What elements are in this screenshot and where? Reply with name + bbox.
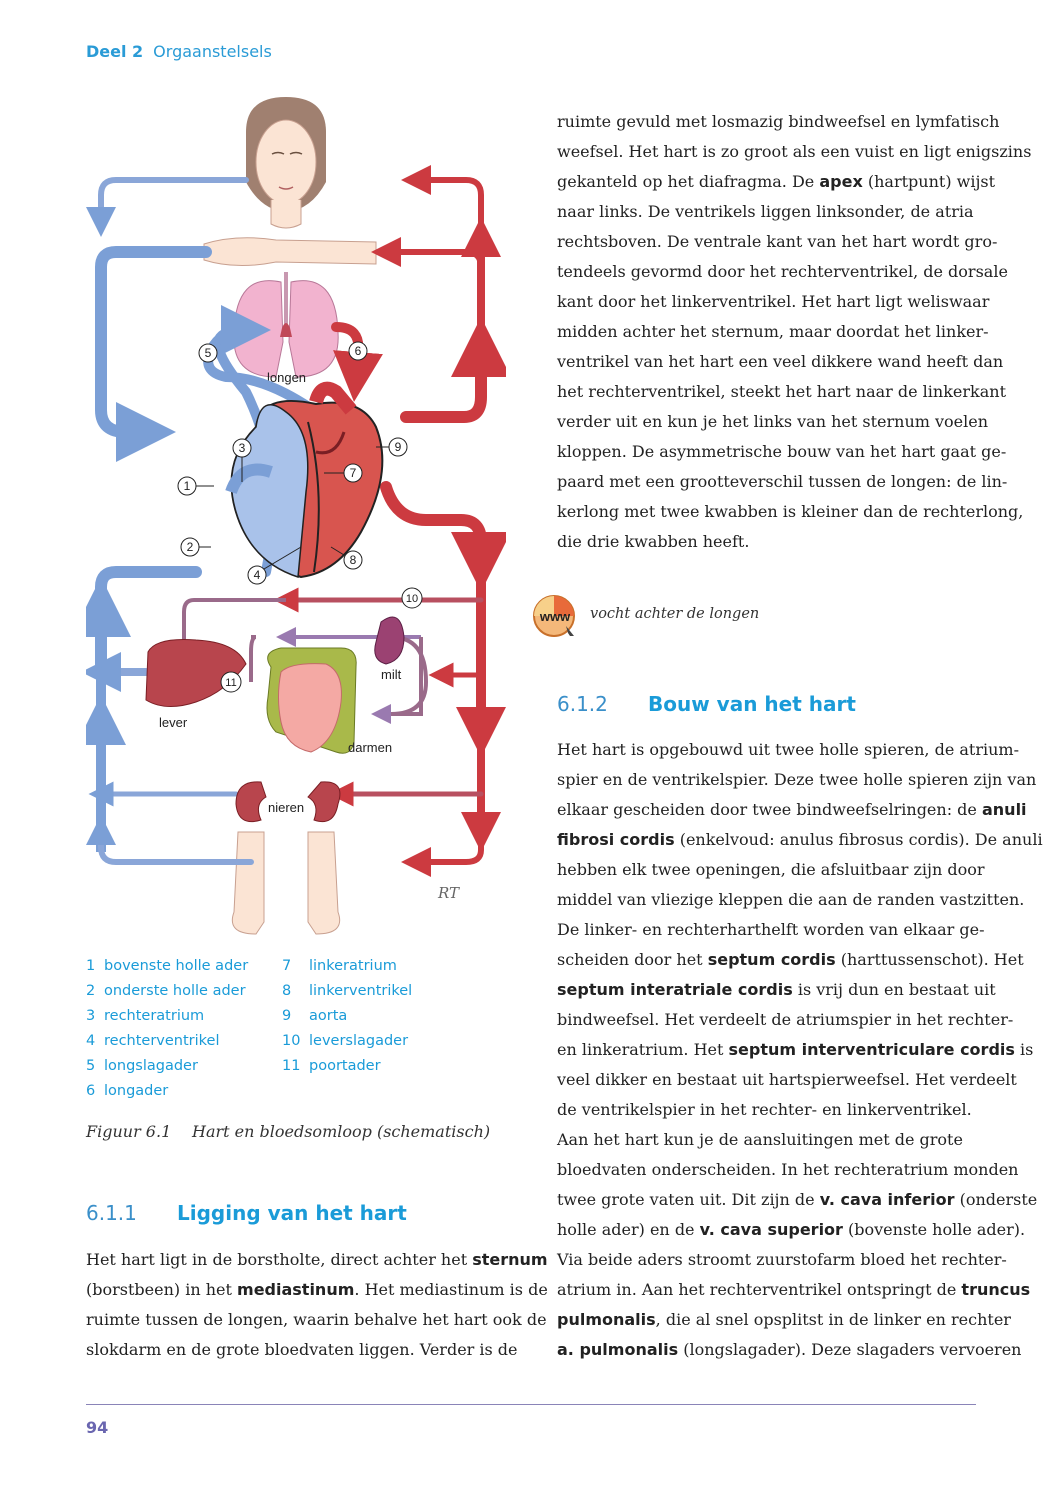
head-figure bbox=[246, 97, 326, 228]
text-line: de ventrikelspier in het rechter- en linkerventrikel. bbox=[557, 1100, 972, 1119]
section-number: 6.1.1 bbox=[86, 1201, 137, 1225]
paragraph-bouw bbox=[557, 735, 1043, 1365]
illustrator-signature: RT bbox=[438, 884, 460, 902]
figure-caption bbox=[86, 1122, 490, 1141]
marker-6 bbox=[349, 342, 367, 360]
spleen bbox=[375, 617, 404, 664]
chapter-title: Orgaanstelsels bbox=[153, 42, 272, 61]
legend-number: 3 bbox=[86, 1008, 96, 1024]
legend-item bbox=[282, 958, 412, 983]
legend-number: 7 bbox=[282, 958, 292, 974]
text-line: septum interatriale cordis is vrij dun en bestaat uit bbox=[557, 980, 996, 999]
text-line: kant door het linkerventrikel. Het hart ligt weliswaar bbox=[557, 292, 990, 311]
kidneys-label: nieren bbox=[268, 800, 305, 815]
marker-10 bbox=[402, 588, 422, 608]
text-line: a. pulmonalis (longslagader). Deze slagaders vervoeren bbox=[557, 1340, 1022, 1359]
svg-text:3: 3 bbox=[238, 441, 246, 455]
legend-item bbox=[86, 1033, 248, 1058]
legend-number: 4 bbox=[86, 1033, 96, 1049]
legend-text: aorta bbox=[309, 1008, 348, 1024]
paragraph-right-continued bbox=[557, 107, 1031, 557]
running-head bbox=[86, 42, 272, 61]
text-line: die drie kwabben heeft. bbox=[557, 532, 750, 551]
svg-text:2: 2 bbox=[186, 540, 194, 554]
legend-number: 5 bbox=[86, 1058, 96, 1074]
text-line: fibrosi cordis (enkelvoud: anulus fibrosus cordis). De anuli bbox=[557, 830, 1043, 849]
lungs-label: longen bbox=[267, 370, 307, 385]
text-line: kloppen. De asymmetrische bouw van het hart gaat ge- bbox=[557, 442, 1007, 461]
text-line: Het hart is opgebouwd uit twee holle spieren, de atrium- bbox=[557, 740, 1020, 759]
intestines bbox=[267, 648, 356, 753]
marker-11 bbox=[221, 672, 241, 692]
intestines-label: darmen bbox=[348, 740, 393, 755]
text-line: atrium in. Aan het rechterventrikel ontspringt de truncus bbox=[557, 1280, 1031, 1299]
text-line: paard met een grootteverschil tussen de longen: de lin- bbox=[557, 472, 1008, 491]
text-line: rechtsboven. De ventrale kant van het hart wordt gro- bbox=[557, 232, 998, 251]
text-line: midden achter het sternum, maar doordat het linker- bbox=[557, 322, 989, 341]
text-line: Aan het hart kun je de aansluitingen met de grote bbox=[557, 1130, 963, 1149]
section-title: Bouw van het hart bbox=[648, 692, 856, 716]
svg-text:11: 11 bbox=[225, 677, 237, 689]
legend-item bbox=[282, 1008, 412, 1033]
text-line: bindweefsel. Het verdeelt de atriumspier in het rechter- bbox=[557, 1010, 1014, 1029]
caption-text: Hart en bloedsomloop (schematisch) bbox=[192, 1122, 491, 1141]
legs-figure bbox=[232, 832, 339, 934]
text-line: het rechterventrikel, steekt het hart naar de linkerkant bbox=[557, 382, 1006, 401]
text-line: weefsel. Het hart is zo groot als een vuist en ligt enigszins bbox=[557, 142, 1032, 161]
liver-label: lever bbox=[159, 715, 188, 730]
svg-text:4: 4 bbox=[253, 568, 261, 582]
legend-text: poortader bbox=[309, 1058, 381, 1074]
part-label: Deel 2 bbox=[86, 42, 144, 61]
section-title: Ligging van het hart bbox=[177, 1201, 407, 1225]
veins-outer bbox=[101, 180, 251, 862]
svg-text:5: 5 bbox=[204, 346, 212, 360]
text-line: twee grote vaten uit. Dit zijn de v. cava inferior (onderste bbox=[557, 1190, 1038, 1209]
text-line: veel dikker en bestaat uit hartspierweefsel. Het verdeelt bbox=[557, 1070, 1017, 1089]
footer-rule bbox=[86, 1404, 976, 1405]
text-line: slokdarm en de grote bloedvaten liggen. Verder is de bbox=[86, 1340, 518, 1359]
svg-text:1: 1 bbox=[183, 479, 191, 493]
text-line: naar links. De ventrikels liggen linksonder, de atria bbox=[557, 202, 974, 221]
text-line: spier en de ventrikelspier. Deze twee holle spieren zijn van bbox=[557, 770, 1037, 789]
svg-text:7: 7 bbox=[349, 466, 357, 480]
svg-text:10: 10 bbox=[405, 593, 419, 605]
spleen-label: milt bbox=[381, 667, 402, 682]
legend-text: longader bbox=[104, 1083, 169, 1099]
text-line: ruimte gevuld met losmazig bindweefsel en lymfatisch bbox=[557, 112, 1000, 131]
text-line: ruimte tussen de longen, waarin behalve het hart ook de bbox=[86, 1310, 547, 1329]
text-line: pulmonalis, die al snel opsplitst in de linker en rechter bbox=[557, 1310, 1011, 1329]
legend-column-left bbox=[86, 958, 248, 1108]
section-heading-611 bbox=[86, 1201, 407, 1225]
legend-item bbox=[282, 1058, 412, 1083]
marker-1 bbox=[178, 477, 214, 495]
legend-text: leverslagader bbox=[309, 1033, 409, 1049]
text-line: en linkeratrium. Het septum interventriculare cordis is bbox=[557, 1040, 1034, 1059]
legend-number: 8 bbox=[282, 983, 292, 999]
legend-number: 2 bbox=[86, 983, 96, 999]
legend-number: 1 bbox=[86, 958, 96, 974]
text-line: bloedvaten onderscheiden. In het rechteratrium monden bbox=[557, 1160, 1019, 1179]
legend-item bbox=[282, 983, 412, 1008]
text-line: hebben elk twee openingen, die afsluitbaar zijn door bbox=[557, 860, 985, 879]
text-line: gekanteld op het diafragma. De apex (hartpunt) wijst bbox=[557, 172, 996, 191]
legend-text: linkerventrikel bbox=[309, 983, 413, 999]
section-number: 6.1.2 bbox=[557, 692, 608, 716]
legend-number: 11 bbox=[282, 1058, 301, 1074]
text-line: tendeels gevormd door het rechterventrikel, de dorsale bbox=[557, 262, 1008, 281]
text-line: holle ader) en de v. cava superior (bovenste holle ader). bbox=[557, 1220, 1026, 1239]
section-heading-612 bbox=[557, 692, 856, 716]
lungs bbox=[234, 272, 338, 377]
text-line: verder uit en kun je het links van het sternum voelen bbox=[557, 412, 989, 431]
marker-2 bbox=[181, 538, 211, 556]
legend-text: longslagader bbox=[104, 1058, 198, 1074]
text-line: kerlong met twee kwabben is kleiner dan de rechterlong, bbox=[557, 502, 1024, 521]
text-line: Het hart ligt in de borstholte, direct achter het sternum bbox=[86, 1250, 548, 1269]
text-line: elkaar gescheiden door twee bindweefselringen: de anuli bbox=[557, 800, 1027, 819]
paragraph-ligging bbox=[86, 1245, 548, 1365]
page-number: 94 bbox=[86, 1418, 109, 1437]
legend-item bbox=[86, 1058, 248, 1083]
www-icon[interactable] bbox=[532, 594, 578, 638]
circulation-diagram bbox=[86, 92, 506, 942]
marker-5 bbox=[199, 344, 217, 362]
legend-text: onderste holle ader bbox=[104, 983, 246, 999]
legend-item bbox=[86, 1083, 248, 1108]
web-link-label[interactable]: vocht achter de longen bbox=[590, 606, 760, 622]
legend-text: rechteratrium bbox=[104, 1008, 205, 1024]
legend-number: 10 bbox=[282, 1033, 301, 1049]
legend-text: linkeratrium bbox=[309, 958, 397, 974]
legend-item bbox=[86, 983, 248, 1008]
svg-text:www: www bbox=[539, 609, 571, 624]
legend-number: 9 bbox=[282, 1008, 292, 1024]
legend-item bbox=[86, 1008, 248, 1033]
text-line: ventrikel van het hart een veel dikkere wand heeft dan bbox=[557, 352, 1004, 371]
svg-text:8: 8 bbox=[349, 553, 357, 567]
legend-text: bovenste holle ader bbox=[104, 958, 249, 974]
legend-text: rechterventrikel bbox=[104, 1033, 220, 1049]
legend-item bbox=[86, 958, 248, 983]
svg-text:6: 6 bbox=[354, 344, 362, 358]
legend-number: 6 bbox=[86, 1083, 96, 1099]
text-line: scheiden door het septum cordis (harttussenschot). Het bbox=[557, 950, 1024, 969]
text-line: middel van vliezige kleppen die aan de randen vastzitten. bbox=[557, 890, 1025, 909]
legend-column-right bbox=[282, 958, 412, 1083]
text-line: (borstbeen) in het mediastinum. Het mediastinum is de bbox=[86, 1280, 548, 1299]
text-line: Via beide aders stroomt zuurstofarm bloed het rechter- bbox=[557, 1250, 1007, 1269]
svg-text:9: 9 bbox=[394, 440, 402, 454]
legend-item bbox=[282, 1033, 412, 1058]
text-line: De linker- en rechterharthelft worden van elkaar ge- bbox=[557, 920, 985, 939]
caption-label: Figuur 6.1 bbox=[86, 1122, 172, 1141]
arm-figure bbox=[204, 238, 376, 266]
